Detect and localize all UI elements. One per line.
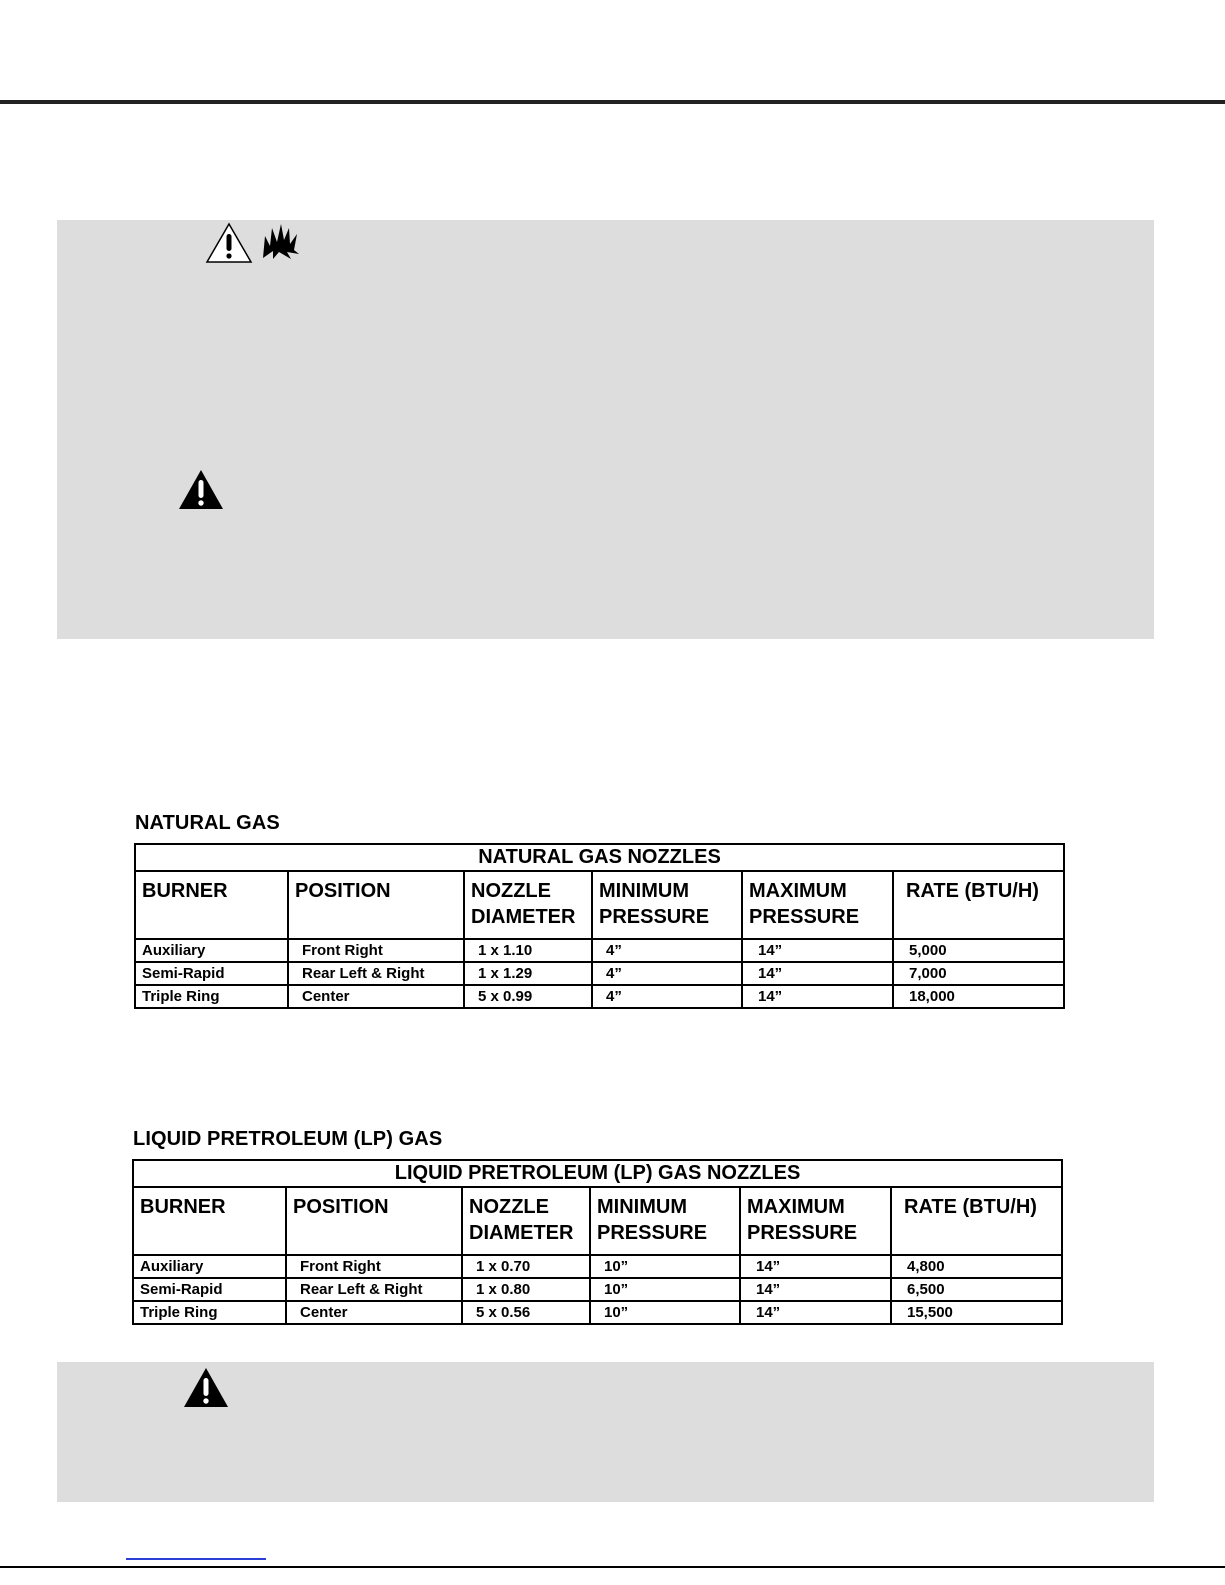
table-cell: Triple Ring — [135, 985, 288, 1008]
table-cell: Rear Left & Right — [288, 962, 464, 985]
warning-triangle-outline-icon — [205, 222, 253, 264]
table-cell: Auxiliary — [135, 939, 288, 962]
table-cell: 10” — [590, 1255, 740, 1278]
table-cell: 1 x 1.10 — [464, 939, 592, 962]
lp-gas-section-title: LIQUID PRETROLEUM (LP) GAS — [133, 1128, 443, 1150]
warning-panel-top — [57, 220, 1154, 639]
table-row — [135, 939, 1064, 962]
table-cell: 4” — [592, 985, 742, 1008]
table-caption: LIQUID PRETROLEUM (LP) GAS NOZZLES — [133, 1160, 1062, 1187]
lp-gas-nozzles-table — [132, 1159, 1063, 1325]
table-row — [135, 985, 1064, 1008]
table-cell: 4” — [592, 962, 742, 985]
table-cell: Triple Ring — [133, 1301, 286, 1324]
footer-link-underline[interactable] — [126, 1558, 266, 1560]
table-cell: 5 x 0.99 — [464, 985, 592, 1008]
table-cell: 14” — [740, 1278, 891, 1301]
table-cell: Front Right — [286, 1255, 462, 1278]
table-cell: Semi-Rapid — [135, 962, 288, 985]
column-header-position: POSITION — [288, 871, 464, 939]
table-row — [133, 1301, 1062, 1324]
table-cell: 4” — [592, 939, 742, 962]
column-header-burner: BURNER — [133, 1187, 286, 1255]
table-row — [135, 962, 1064, 985]
column-header-rate: RATE (BTU/H) — [891, 1187, 1062, 1255]
header-rule — [0, 100, 1225, 104]
table-cell: 18,000 — [893, 985, 1064, 1008]
table-cell: 1 x 0.80 — [462, 1278, 590, 1301]
table-cell: Auxiliary — [133, 1255, 286, 1278]
column-header-rate: RATE (BTU/H) — [893, 871, 1064, 939]
table-cell: 15,500 — [891, 1301, 1062, 1324]
table-cell: 1 x 1.29 — [464, 962, 592, 985]
table-cell: 1 x 0.70 — [462, 1255, 590, 1278]
column-header-nozzle-diameter: NOZZLE DIAMETER — [464, 871, 592, 939]
natural-gas-section-title: NATURAL GAS — [135, 812, 280, 834]
column-header-position: POSITION — [286, 1187, 462, 1255]
column-header-maximum-pressure: MAXIMUM PRESSURE — [742, 871, 893, 939]
column-header-minimum-pressure: MINIMUM PRESSURE — [592, 871, 742, 939]
table-cell: 6,500 — [891, 1278, 1062, 1301]
table-cell: 14” — [740, 1255, 891, 1278]
table-cell: 4,800 — [891, 1255, 1062, 1278]
footer-rule — [0, 1566, 1225, 1568]
table-cell: Center — [288, 985, 464, 1008]
table-caption: NATURAL GAS NOZZLES — [135, 844, 1064, 871]
table-cell: 14” — [742, 939, 893, 962]
table-cell: Semi-Rapid — [133, 1278, 286, 1301]
column-header-minimum-pressure: MINIMUM PRESSURE — [590, 1187, 740, 1255]
explosion-icon — [261, 222, 301, 260]
table-row — [133, 1278, 1062, 1301]
natural-gas-nozzles-table — [134, 843, 1065, 1009]
table-cell: Front Right — [288, 939, 464, 962]
table-cell: 14” — [742, 985, 893, 1008]
table-cell: Rear Left & Right — [286, 1278, 462, 1301]
table-row — [133, 1255, 1062, 1278]
column-header-nozzle-diameter: NOZZLE DIAMETER — [462, 1187, 590, 1255]
table-cell: 5,000 — [893, 939, 1064, 962]
table-cell: 7,000 — [893, 962, 1064, 985]
warning-triangle-filled-icon — [178, 469, 224, 511]
table-cell: 14” — [742, 962, 893, 985]
table-cell: 10” — [590, 1278, 740, 1301]
table-cell: 5 x 0.56 — [462, 1301, 590, 1324]
warning-triangle-filled-icon — [183, 1367, 229, 1409]
column-header-burner: BURNER — [135, 871, 288, 939]
column-header-maximum-pressure: MAXIMUM PRESSURE — [740, 1187, 891, 1255]
table-cell: 10” — [590, 1301, 740, 1324]
table-cell: Center — [286, 1301, 462, 1324]
table-cell: 14” — [740, 1301, 891, 1324]
